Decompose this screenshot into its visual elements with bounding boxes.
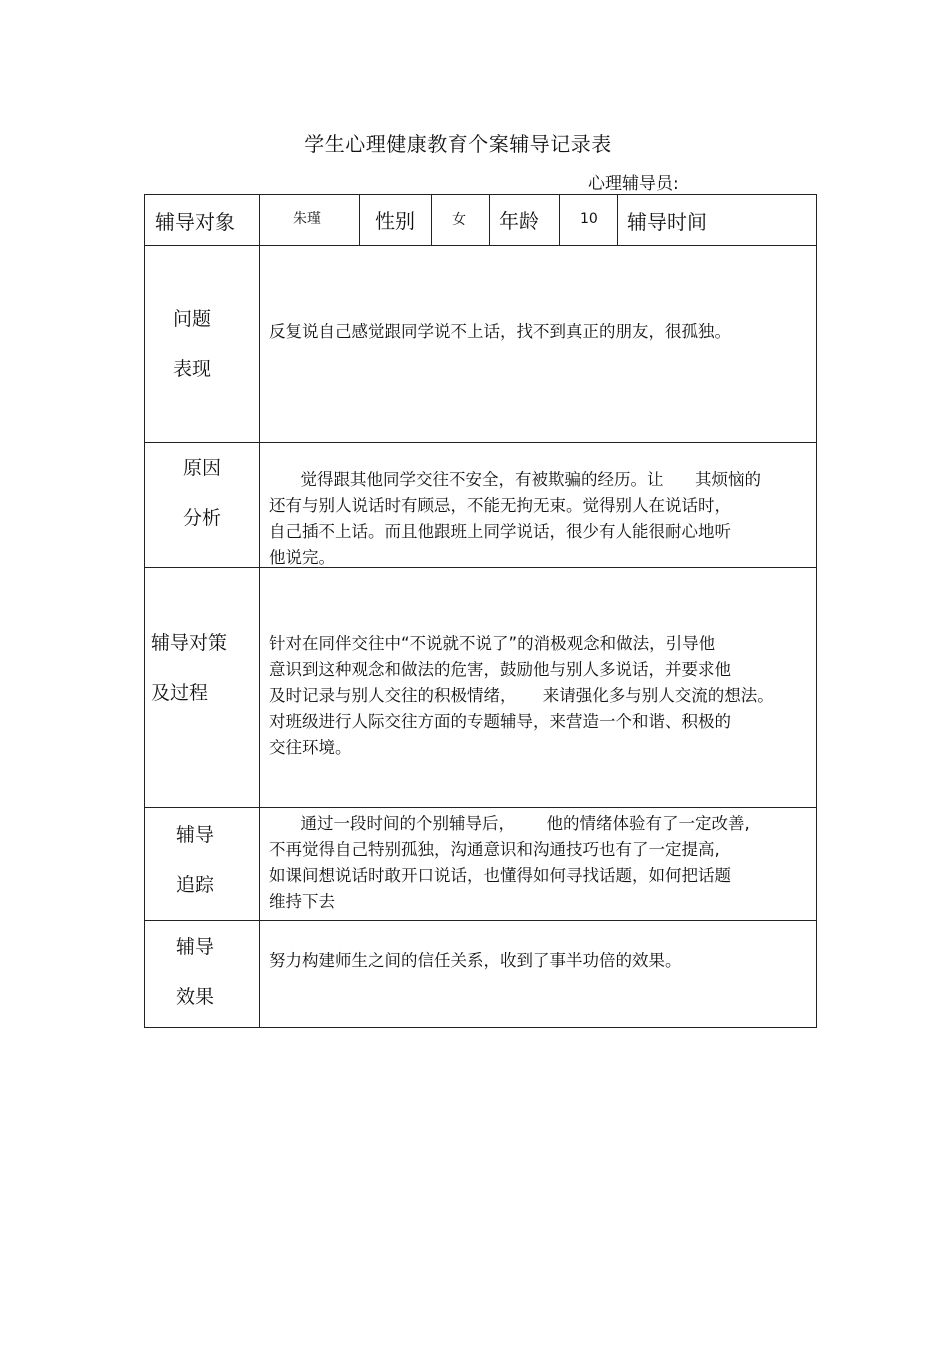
header-column-divider (489, 195, 490, 245)
effect-content-line: 努力构建师生之间的信任关系，收到了事半功倍的效果。 (269, 951, 682, 970)
counselor-label: 心理辅导员: (588, 174, 679, 194)
time-label: 辅导时间 (627, 210, 707, 234)
problem-content (269, 319, 731, 345)
effect-label (176, 922, 214, 1022)
age-label: 年龄 (499, 209, 539, 233)
header-column-divider (431, 195, 432, 245)
strategy-content (269, 631, 774, 761)
tracking-content (269, 811, 750, 915)
label-column-divider (259, 195, 260, 1027)
tracking-content-line: 通过一段时间的个别辅导后， 他的情绪体验有了一定改善, (269, 814, 750, 833)
problem-content-line: 反复说自己感觉跟同学说不上话，找不到真正的朋友，很孤独。 (269, 322, 731, 341)
row-divider (145, 807, 816, 808)
effect-label-line: 效果 (176, 986, 215, 1008)
cause-label-line: 分析 (183, 507, 222, 529)
strategy-content-line: 针对在同伴交往中“不说就不说了”的消极观念和做法，引导他 (269, 634, 716, 653)
header-column-divider (617, 195, 618, 245)
header-column-divider (559, 195, 560, 245)
document-title: 学生心理健康教育个案辅导记录表 (304, 132, 612, 156)
cause-content-line: 自己插不上话。而且他跟班上同学说话，很少有人能很耐心地听 (269, 522, 731, 541)
strategy-content-line: 交往环境。 (269, 738, 352, 757)
strategy-content-line: 对班级进行人际交往方面的专题辅导，来营造一个和谐、积极的 (269, 712, 731, 731)
tracking-content-line: 如课间想说话时敢开口说话，也懂得如何寻找话题，如何把话题 (269, 866, 731, 885)
tracking-label (176, 810, 214, 910)
strategy-content-line: 及时记录与别人交往的积极情绪， 来请强化多与别人交流的想法。 (269, 686, 774, 705)
age-value: 10 (580, 211, 598, 227)
tracking-content-line: 维持下去 (269, 892, 335, 911)
row-divider (145, 442, 816, 443)
cause-label-line: 原因 (183, 457, 222, 479)
subject-label: 辅导对象 (155, 210, 235, 234)
problem-label (173, 294, 211, 394)
gender-label: 性别 (375, 209, 415, 233)
row-divider (145, 245, 816, 246)
strategy-label-line: 及过程 (151, 682, 209, 704)
effect-label-line: 辅导 (176, 936, 215, 958)
problem-label-line: 问题 (173, 308, 212, 330)
tracking-label-line: 追踪 (176, 874, 215, 896)
gender-value: 女 (452, 212, 466, 228)
strategy-label (151, 618, 227, 718)
header-column-divider (359, 195, 360, 245)
subject-value: 朱瑾 (293, 211, 321, 227)
cause-label (183, 443, 221, 543)
problem-label-line: 表现 (173, 358, 212, 380)
strategy-content-line: 意识到这种观念和做法的危害，鼓励他与别人多说话，并要求他 (269, 660, 731, 679)
record-table (144, 194, 817, 1028)
tracking-label-line: 辅导 (176, 824, 215, 846)
row-divider (145, 920, 816, 921)
effect-content (269, 948, 682, 974)
cause-content (269, 467, 761, 571)
cause-content-line: 觉得跟其他同学交往不安全，有被欺骗的经历。让 其烦恼的 (269, 470, 761, 489)
cause-content-line: 他说完。 (269, 548, 335, 567)
tracking-content-line: 不再觉得自己特别孤独，沟通意识和沟通技巧也有了一定提高, (269, 840, 720, 859)
strategy-label-line: 辅导对策 (151, 632, 228, 654)
cause-content-line: 还有与别人说话时有顾忌，不能无拘无束。觉得别人在说话时， (269, 496, 731, 515)
